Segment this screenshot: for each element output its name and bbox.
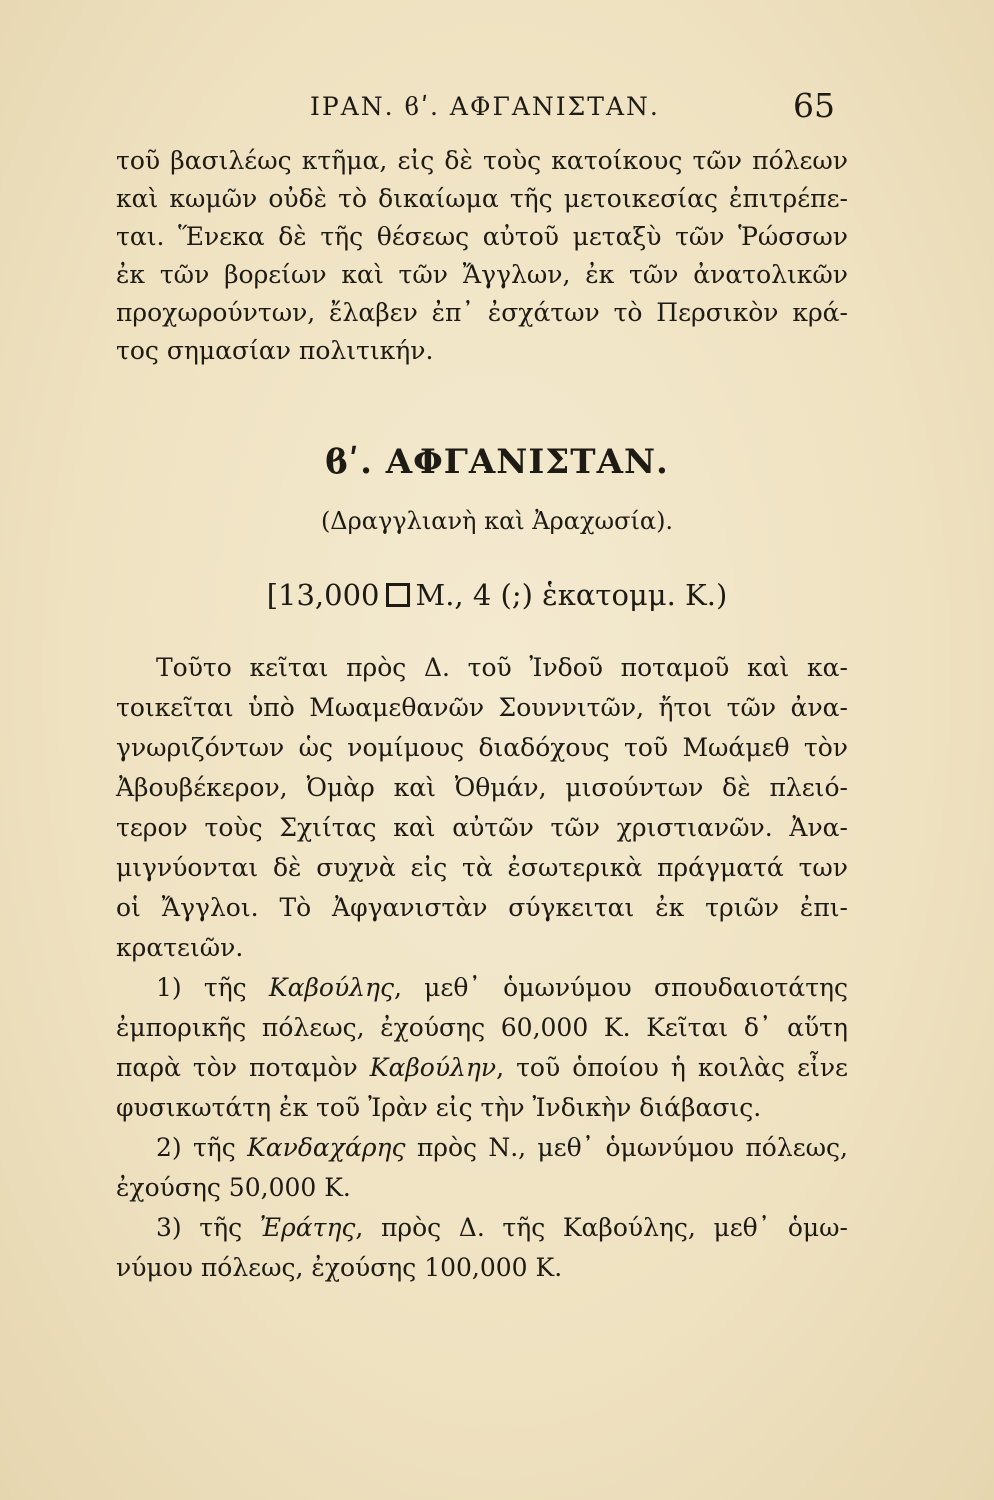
place-name: Καβούλης [268,973,395,1002]
text-line: Ἀβουβέκερον, Ὀμὰρ καὶ Ὀθμάν, μισούντων δὲ πλειό- [116,773,848,802]
text-line: Τοῦτο κεῖται πρὸς Δ. τοῦ Ἰνδοῦ ποταμοῦ καὶ κα- [156,653,848,682]
text-line: μιγνύονται δὲ συχνὰ εἰς τὰ ἐσωτερικὰ πράγματά των [116,853,848,882]
running-head [0,86,994,132]
list-item-line: ἐχούσης 50,000 Κ. [116,1173,351,1202]
main-paragraph [116,648,848,1288]
section-stats [0,578,994,612]
text-line: τοῦ βασιλέως κτῆμα, εἰς δὲ τοὺς κατοίκους τῶν πόλεων [116,146,848,175]
text-line: ἐκ τῶν βορείων καὶ τῶν Ἄγγλων, ἐκ τῶν ἀνατολικῶν [116,260,848,289]
place-name: Ἐράτης [259,1213,356,1242]
intro-paragraph [116,142,848,370]
square-mile-icon [386,583,410,607]
list-item-line: ἐμπορικῆς πόλεως, ἐχούσης 60,000 Κ. Κεῖται δ᾽ αὕτη [116,1013,848,1042]
list-item-line [116,1208,848,1248]
item-text: , μεθ᾽ ὁμωνύμου σπουδαιοτάτης [394,973,849,1002]
item-text: , τοῦ ὁποίου ἡ κοιλὰς εἶνε [496,1053,848,1082]
item-text: παρὰ τὸν ποταμὸν [116,1053,370,1082]
item-text: πρὸς Ν., μεθ᾽ ὁμωνύμου πόλεως, [405,1133,848,1162]
list-item-line: νύμου πόλεως, ἐχούσης 100,000 Κ. [116,1253,563,1282]
text-line: κρατειῶν. [116,933,244,962]
text-line: γνωριζόντων ὡς νομίμους διαδόχους τοῦ Μωάμεθ τὸν [116,733,848,762]
item-number: 1) τῆς [156,973,269,1002]
stats-area: [13,000 [266,578,380,612]
stats-population: Μ., 4 (;) ἑκατομμ. Κ.) [415,578,728,612]
text-line: ται. Ἕνεκα δὲ τῆς θέσεως αὐτοῦ μεταξὺ τῶν Ῥώσσων [116,222,848,251]
text-line: τοικεῖται ὑπὸ Μωαμεθανῶν Σουννιτῶν, ἤτοι τῶν ἀνα- [116,693,848,722]
page-number: 65 [793,86,835,125]
text-line: καὶ κωμῶν οὐδὲ τὸ δικαίωμα τῆς μετοικεσίας ἐπιτρέπε- [116,184,848,213]
text-line: τερον τοὺς Σχιίτας καὶ αὐτῶν τῶν χριστιανῶν. Ἀνα- [116,813,848,842]
text-line: τος σημασίαν πολιτικήν. [116,336,434,365]
section-heading: ϐʹ. ΑΦΓΑΝΙΣΤΑΝ. [325,442,669,482]
item-number: 2) τῆς [156,1133,248,1162]
item-text: , πρὸς Δ. τῆς Καβούλης, μεθ᾽ ὁμω- [355,1213,848,1242]
running-title: ΙΡΑΝ. ϐʹ. ΑΦΓΑΝΙΣΤΑΝ. [310,92,660,121]
text-line: οἱ Ἄγγλοι. Τὸ Ἀφγανιστὰν σύγκειται ἐκ τριῶν ἐπι- [116,893,848,922]
list-item-line [116,968,848,1008]
place-name: Κανδαχάρης [247,1133,406,1162]
list-item-line [116,1128,848,1168]
place-name: Καβούλην [369,1053,497,1082]
list-item-line: φυσικωτάτη ἐκ τοῦ Ἰρὰν εἰς τὴν Ἰνδικὴν διάβασις. [116,1093,762,1122]
section-subtitle: (Δραγγλιανὴ καὶ Ἀραχωσία). [320,507,674,535]
item-number: 3) τῆς [156,1213,260,1242]
list-item-line [116,1048,848,1088]
text-line: προχωρούντων, ἔλαβεν ἐπ᾽ ἐσχάτων τὸ Περσικὸν κρά- [116,298,848,327]
